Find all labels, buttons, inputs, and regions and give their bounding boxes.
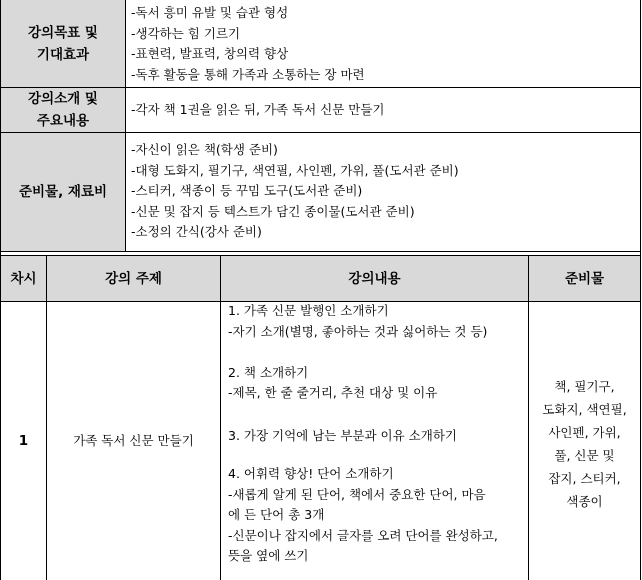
header-session-text: 차시 bbox=[10, 270, 37, 287]
header-content bbox=[221, 256, 528, 301]
header-supplies bbox=[529, 256, 640, 301]
divider-section-double-2 bbox=[0, 255, 641, 256]
content-line: 에 든 단어 총 3개 bbox=[228, 507, 325, 522]
content-line: -제목, 한 줄 줄거리, 추천 대상 및 이유 bbox=[228, 385, 438, 400]
intro-label-line1: 강의소개 및 bbox=[28, 91, 98, 107]
header-topic-text: 강의 주제 bbox=[105, 270, 162, 287]
supplies-line: 색종이 bbox=[566, 494, 603, 509]
goals-item: -독서 흥미 유발 및 습관 형성 bbox=[131, 5, 289, 20]
divider-goals-intro bbox=[0, 87, 641, 88]
goals-item: -표현력, 발표력, 창의력 향상 bbox=[131, 46, 289, 61]
content-line bbox=[228, 448, 498, 464]
content-line: 3. 가장 기억에 남는 부분과 이유 소개하기 bbox=[228, 428, 457, 443]
content-line: -신문이나 잡지에서 글자를 오려 단어를 완성하고, bbox=[228, 527, 498, 543]
header-content-text: 강의내용 bbox=[348, 270, 401, 287]
header-session bbox=[1, 256, 46, 301]
materials-content bbox=[131, 140, 459, 243]
content-line: 뜻을 옆에 쓰기 bbox=[228, 548, 309, 563]
divider-header-row bbox=[0, 301, 641, 302]
materials-label bbox=[1, 133, 125, 251]
materials-item: -신문 및 잡지 등 텍스트가 담긴 종이물(도서관 준비) bbox=[131, 203, 415, 219]
intro-label-line2: 주요내용 bbox=[36, 113, 90, 129]
goals-content bbox=[131, 3, 365, 85]
supplies-line: 풀, 신문 및 bbox=[554, 448, 615, 463]
row-content bbox=[228, 301, 498, 567]
content-line bbox=[228, 342, 498, 363]
divider-topic-col bbox=[220, 255, 221, 580]
intro-item: -각자 책 1권을 읽은 뒤, 가족 독서 신문 만들기 bbox=[131, 102, 385, 117]
divider-section-double-1 bbox=[0, 251, 641, 252]
supplies-line: 도화지, 색연필, bbox=[542, 402, 627, 417]
row-topic-text: 가족 독서 신문 만들기 bbox=[73, 432, 194, 448]
content-line: 1. 가족 신문 발행인 소개하기 bbox=[228, 303, 389, 318]
row-session bbox=[1, 302, 46, 580]
row-supplies bbox=[529, 375, 640, 513]
supplies-line: 잡지, 스티커, bbox=[548, 471, 621, 486]
goals-label-line1: 강의목표 및 bbox=[28, 24, 98, 41]
materials-item: -대형 도화지, 필기구, 색연필, 사인펜, 가위, 풀(도서관 준비) bbox=[131, 162, 459, 178]
materials-item: -소정의 간식(강사 준비) bbox=[131, 224, 262, 239]
divider-label-col bbox=[125, 0, 126, 252]
row-topic bbox=[47, 302, 220, 580]
divider-content-col bbox=[528, 255, 529, 580]
goals-item: -독후 활동을 통해 가족과 소통하는 장 마련 bbox=[131, 66, 365, 82]
materials-item: -자신이 읽은 책(학생 준비) bbox=[131, 142, 278, 157]
content-line: 2. 책 소개하기 bbox=[228, 364, 309, 380]
header-supplies-text: 준비물 bbox=[564, 270, 605, 287]
materials-label-text: 준비물, 재료비 bbox=[18, 184, 108, 200]
divider-intro-materials bbox=[0, 132, 641, 133]
content-line bbox=[228, 404, 498, 425]
row-session-text: 1 bbox=[18, 433, 29, 449]
intro-label bbox=[1, 88, 125, 132]
divider-session-col bbox=[46, 255, 47, 580]
materials-item: -스티커, 색종이 등 꾸밈 도구(도서관 준비) bbox=[131, 183, 363, 198]
intro-content bbox=[131, 100, 385, 121]
content-line: -새롭게 알게 된 단어, 책에서 중요한 단어, 마음 bbox=[228, 486, 486, 502]
goals-label bbox=[1, 0, 125, 87]
supplies-line: 사인펜, 가위, bbox=[548, 425, 621, 440]
supplies-line: 책, 필기구, bbox=[554, 379, 615, 394]
content-line: 4. 어휘력 향상! 단어 소개하기 bbox=[228, 466, 394, 481]
goals-item: -생각하는 힘 기르기 bbox=[131, 25, 241, 41]
header-topic bbox=[47, 256, 220, 301]
content-line: -자기 소개(별명, 좋아하는 것과 싫어하는 것 등) bbox=[228, 323, 488, 339]
goals-label-line2: 기대효과 bbox=[36, 46, 90, 63]
